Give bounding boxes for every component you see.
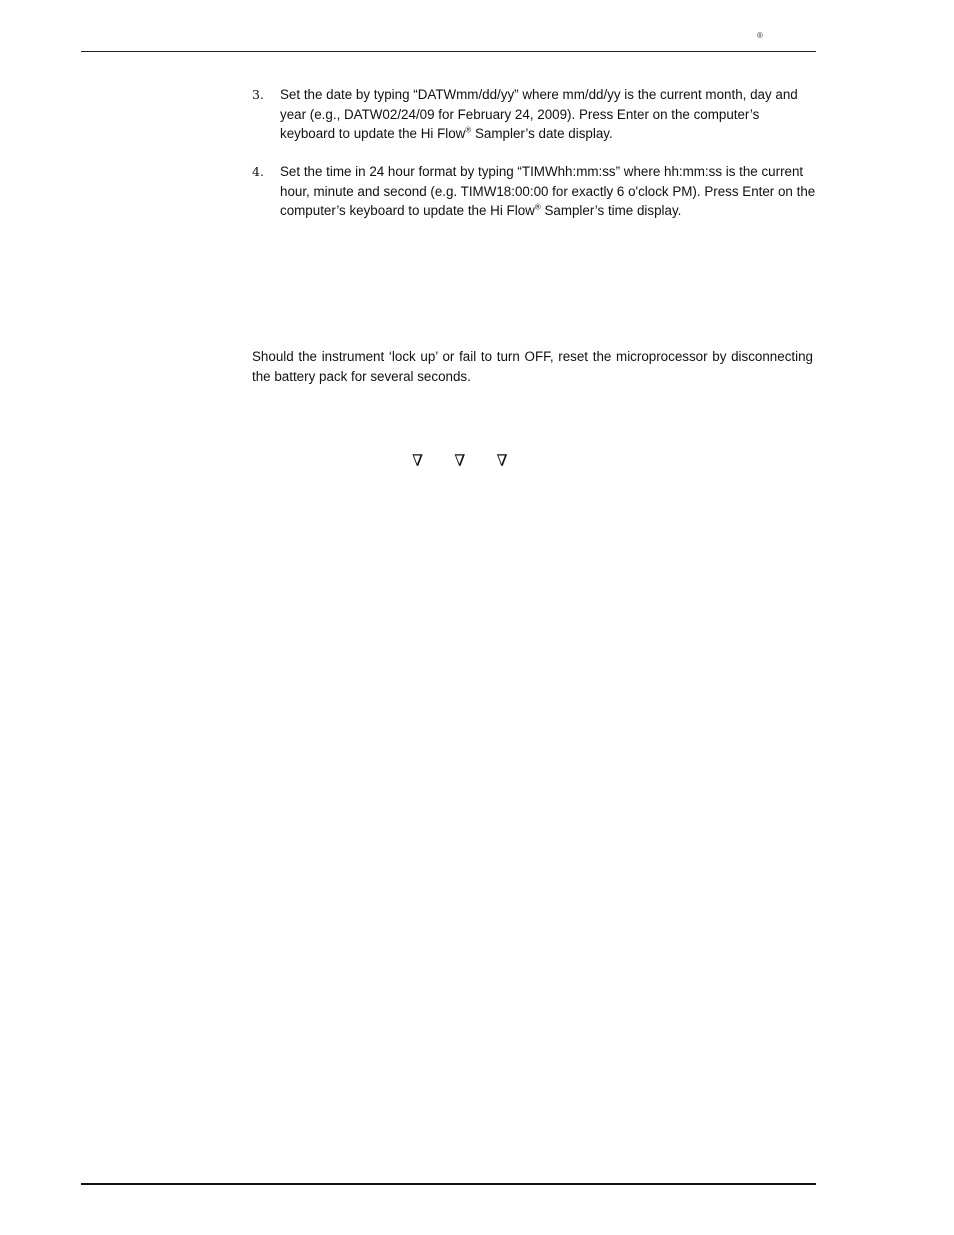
step-text (280, 162, 817, 221)
step-number: 3. (252, 87, 264, 102)
registered-mark: ® (465, 125, 472, 135)
step-number: 4. (252, 164, 264, 179)
step-text-end: Sampler’s time display. (540, 203, 682, 218)
step-4 (252, 162, 817, 221)
registered-trademark-mark: ® (757, 31, 763, 40)
step-3 (252, 85, 817, 144)
header-rule (81, 51, 816, 52)
registered-mark: ® (534, 202, 541, 212)
step-text-end: Sampler’s date display. (471, 126, 613, 141)
reset-paragraph: Should the instrument ‘lock up’ or fail to turn OFF, reset the microprocessor by disconnecting the battery pack for several seconds. (252, 349, 813, 384)
step-text-main: Set the time in 24 hour format by typing “TIMWhh:mm:ss” where hh:mm:ss is the current hour, minute and second (e.g. TIMW18:00:00 for exactly 6 o'clock PM). Press Enter on the computer’s keyboard to update the Hi Flow (280, 164, 816, 218)
step-text-main: Set the date by typing “DATWmm/dd/yy” where mm/dd/yy is the current month, day and year (e.g., DATW02/24/09 for February 24, 2009). Press Enter on the computer’s keyboard to update the Hi Flow (280, 87, 798, 141)
footer-rule (81, 1183, 816, 1185)
section-end-marker: ∇ ∇ ∇ (412, 451, 521, 470)
step-text (280, 85, 817, 144)
